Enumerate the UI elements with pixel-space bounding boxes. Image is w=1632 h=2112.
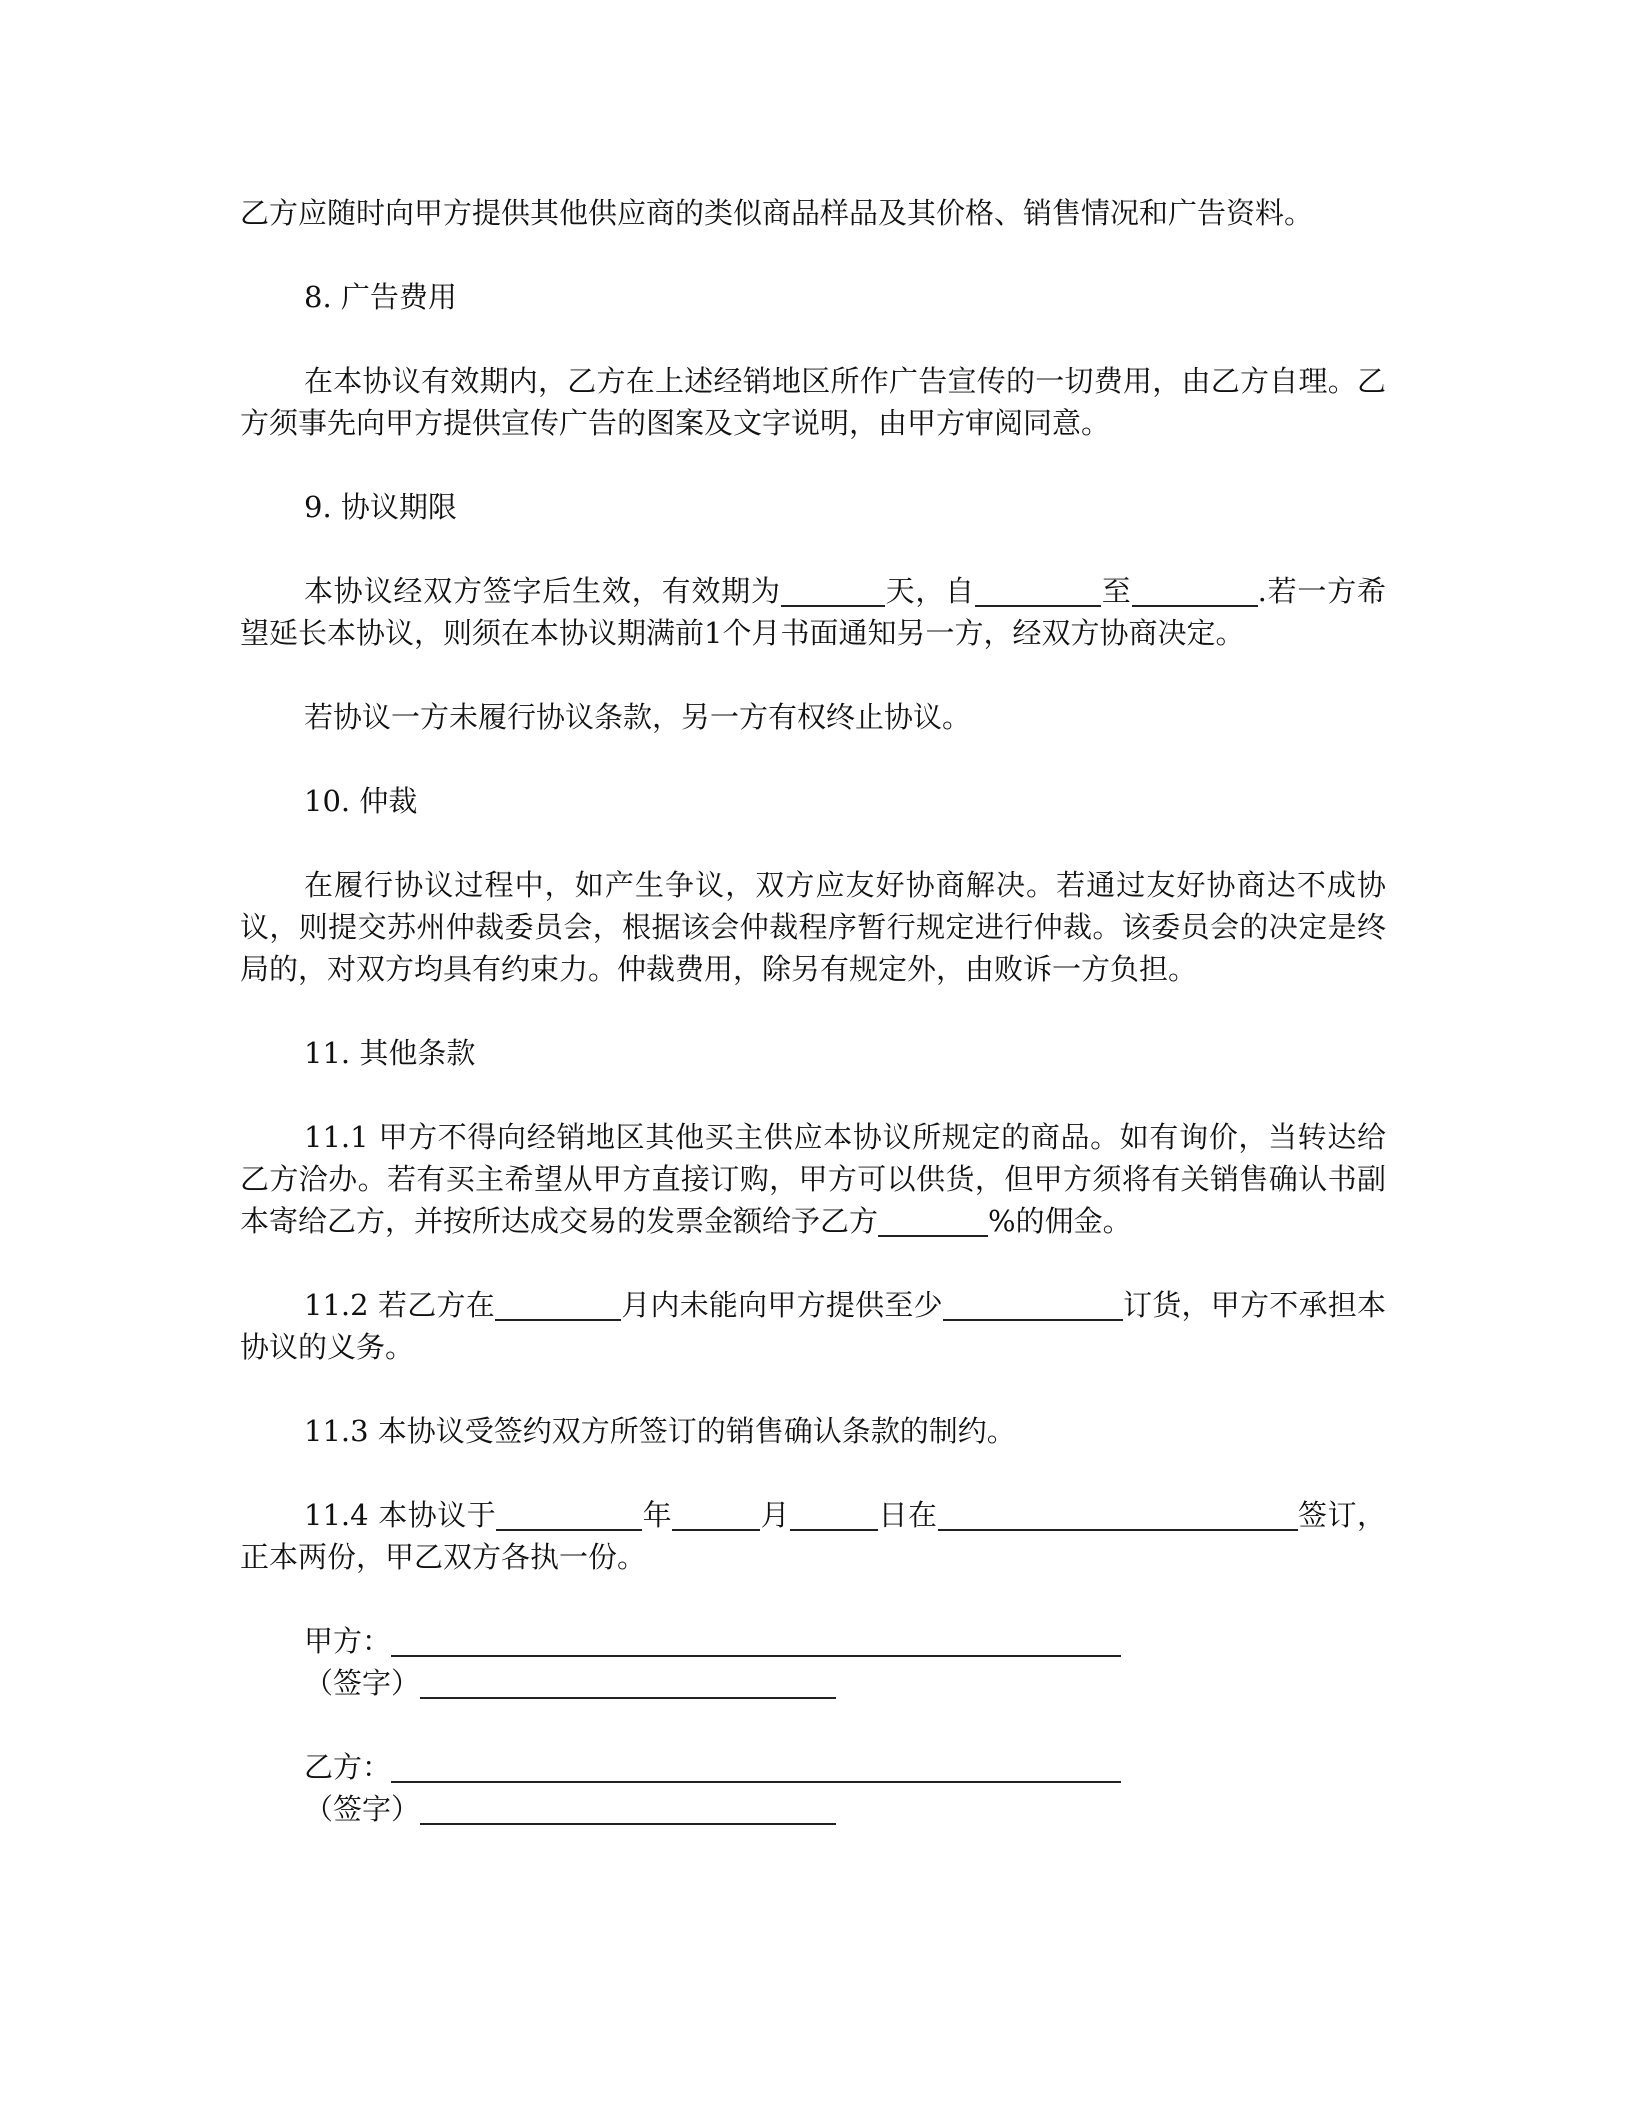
paragraph-advertising-fees: 在本协议有效期内，乙方在上述经销地区所作广告宣传的一切费用，由乙方自理。乙方须事先向甲方提供宣传广告的图案及文字说明，由甲方审阅同意。 [240, 364, 1386, 440]
document-page [240, 192, 1386, 1830]
blank-days[interactable] [781, 575, 885, 607]
term-text-4: .若一方希望延长本协议，则须在本协议期满前1个月书面通知另一方，经双方协商决定。 [240, 574, 1386, 650]
blank-months[interactable] [495, 1289, 621, 1321]
heading-arbitration: 10. 仲裁 [304, 784, 418, 818]
clause-11-4-text-1: 11.4 本协议于 [304, 1498, 497, 1532]
clause-11-2-text-3: 订货，甲方不承担本协议的义务。 [240, 1288, 1386, 1364]
paragraph-arbitration: 在履行协议过程中，如产生争议，双方应友好协商解决。若通过友好协商达不成协议，则提交苏州仲裁委员会，根据该会仲裁程序暂行规定进行仲裁。该委员会的决定是终局的，对双方均具有约束力。仲裁费用，除另有规定外，由败诉一方负担。 [240, 868, 1386, 986]
clause-11-2-text-1: 11.2 若乙方在 [304, 1288, 495, 1322]
signature-block-party-a [240, 1620, 1386, 1704]
signature-block-party-b [240, 1746, 1386, 1830]
paragraph-clause-11-4 [240, 1494, 1386, 1578]
clause-11-4-text-5: 签订，正本两份，甲乙双方各执一份。 [240, 1498, 1386, 1574]
party-a-signature-line[interactable] [420, 1667, 836, 1699]
clause-11-4-text-2: 年 [642, 1498, 673, 1532]
paragraph-termination: 若协议一方未履行协议条款，另一方有权终止协议。 [304, 700, 972, 734]
party-b-signature-label: （签字） [304, 1792, 421, 1826]
term-text-3: 至 [1100, 574, 1132, 608]
blank-start-date[interactable] [975, 575, 1101, 607]
blank-place[interactable] [938, 1499, 1298, 1531]
heading-other-terms: 11. 其他条款 [304, 1036, 476, 1070]
blank-day[interactable] [790, 1499, 878, 1531]
paragraph-clause-11-3: 11.3 本协议受签约双方所签订的销售确认条款的制约。 [304, 1414, 1016, 1448]
party-b-name-line[interactable] [391, 1751, 1121, 1783]
term-text-1: 本协议经双方签字后生效，有效期为 [304, 574, 781, 608]
party-a-name-line[interactable] [391, 1625, 1121, 1657]
party-b-label: 乙方： [304, 1750, 392, 1784]
party-a-signature-label: （签字） [304, 1666, 421, 1700]
clause-11-1-text-1: 11.1 甲方不得向经销地区其他买主供应本协议所规定的商品。如有询价，当转达给乙方洽办。若有买主希望从甲方直接订购，甲方可以供货，但甲方须将有关销售确认书副本寄给乙方，并按所达成交易的发票金额给予乙方 [240, 1120, 1386, 1238]
clause-11-4-text-3: 月 [760, 1498, 791, 1532]
blank-minimum-order[interactable] [943, 1289, 1123, 1321]
clause-11-1-text-2: %的佣金。 [988, 1204, 1132, 1238]
blank-commission-percent[interactable] [878, 1205, 988, 1237]
heading-agreement-term: 9. 协议期限 [304, 490, 457, 524]
paragraph-clause-11-1 [240, 1116, 1386, 1242]
blank-month[interactable] [672, 1499, 760, 1531]
term-text-2: 天，自 [884, 574, 975, 608]
blank-end-date[interactable] [1132, 575, 1258, 607]
party-a-label: 甲方： [304, 1624, 392, 1658]
paragraph-clause-11-2 [240, 1284, 1386, 1368]
paragraph-samples: 乙方应随时向甲方提供其他供应商的类似商品样品及其价格、销售情况和广告资料。 [240, 196, 1314, 230]
clause-11-2-text-2: 月内未能向甲方提供至少 [620, 1288, 943, 1322]
paragraph-agreement-term [240, 570, 1386, 654]
heading-advertising-fees: 8. 广告费用 [304, 280, 457, 314]
blank-year[interactable] [496, 1499, 642, 1531]
clause-11-4-text-4: 日在 [878, 1498, 938, 1532]
party-b-signature-line[interactable] [420, 1793, 836, 1825]
